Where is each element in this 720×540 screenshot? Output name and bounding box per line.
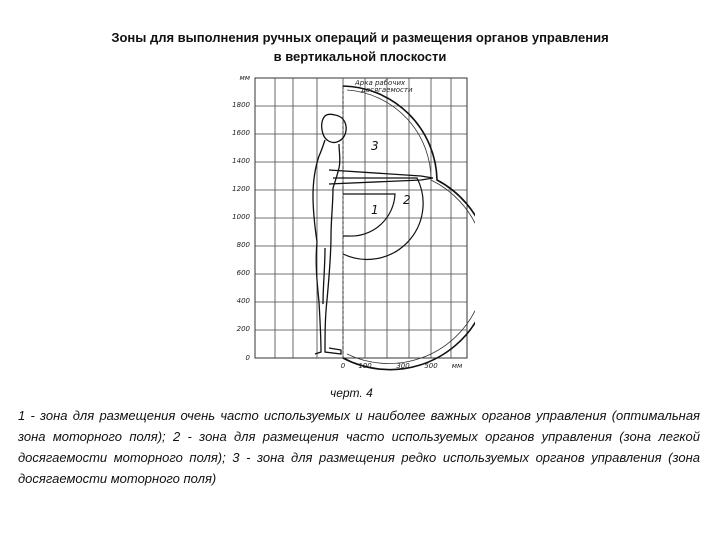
figure-legend: 1 - зона для размещения очень часто используемых и наиболее важных органов управления (оптимальная зона моторного поля); 2 - зона для размещения часто используемых органов управления (зона легкой досягаемости моторного поля); 3 - зона для размещения редко используемых органов управления (зона досягаемости моторного поля)	[18, 408, 700, 486]
y-tick-label: 1400	[232, 157, 250, 165]
grid-horizontal-lines	[255, 106, 467, 330]
y-tick-label: 1600	[232, 129, 250, 137]
x-tick-label: 0	[340, 362, 346, 370]
arc-label-line-1: Арка рабочих	[355, 79, 406, 87]
title-line-2: в вертикальной плоскости	[273, 49, 447, 64]
reach-zone-diagram	[225, 72, 475, 372]
diagram-svg	[225, 72, 475, 372]
arc-label-line-2: досягаемости	[361, 86, 413, 94]
x-tick-label: 100	[358, 362, 372, 370]
y-tick-label: 1800	[232, 101, 250, 109]
y-tick-label: 0	[245, 354, 250, 362]
zone-3-arc-inner	[347, 90, 475, 364]
title-line-1: Зоны для выполнения ручных операций и размещения органов управления	[111, 30, 609, 45]
y-tick-label: 400	[236, 297, 250, 305]
y-tick-label: 200	[236, 325, 250, 333]
x-tick-label: 300	[396, 362, 410, 370]
y-tick-label: 1200	[232, 185, 250, 193]
y-unit-label: мм	[239, 74, 250, 82]
y-tick-label: 1000	[232, 213, 250, 221]
x-tick-label: 500	[424, 362, 438, 370]
zone-3-label: 3	[371, 139, 379, 153]
x-unit-label: мм	[451, 362, 463, 370]
y-tick-label: 600	[236, 269, 250, 277]
y-tick-labels	[232, 74, 251, 362]
figure-caption: черт. 4	[330, 386, 373, 400]
y-tick-label: 800	[236, 241, 250, 249]
arc-label	[354, 79, 413, 94]
page-title	[0, 28, 720, 66]
zone-2-label: 2	[403, 193, 411, 207]
zone-1-label: 1	[371, 203, 379, 217]
